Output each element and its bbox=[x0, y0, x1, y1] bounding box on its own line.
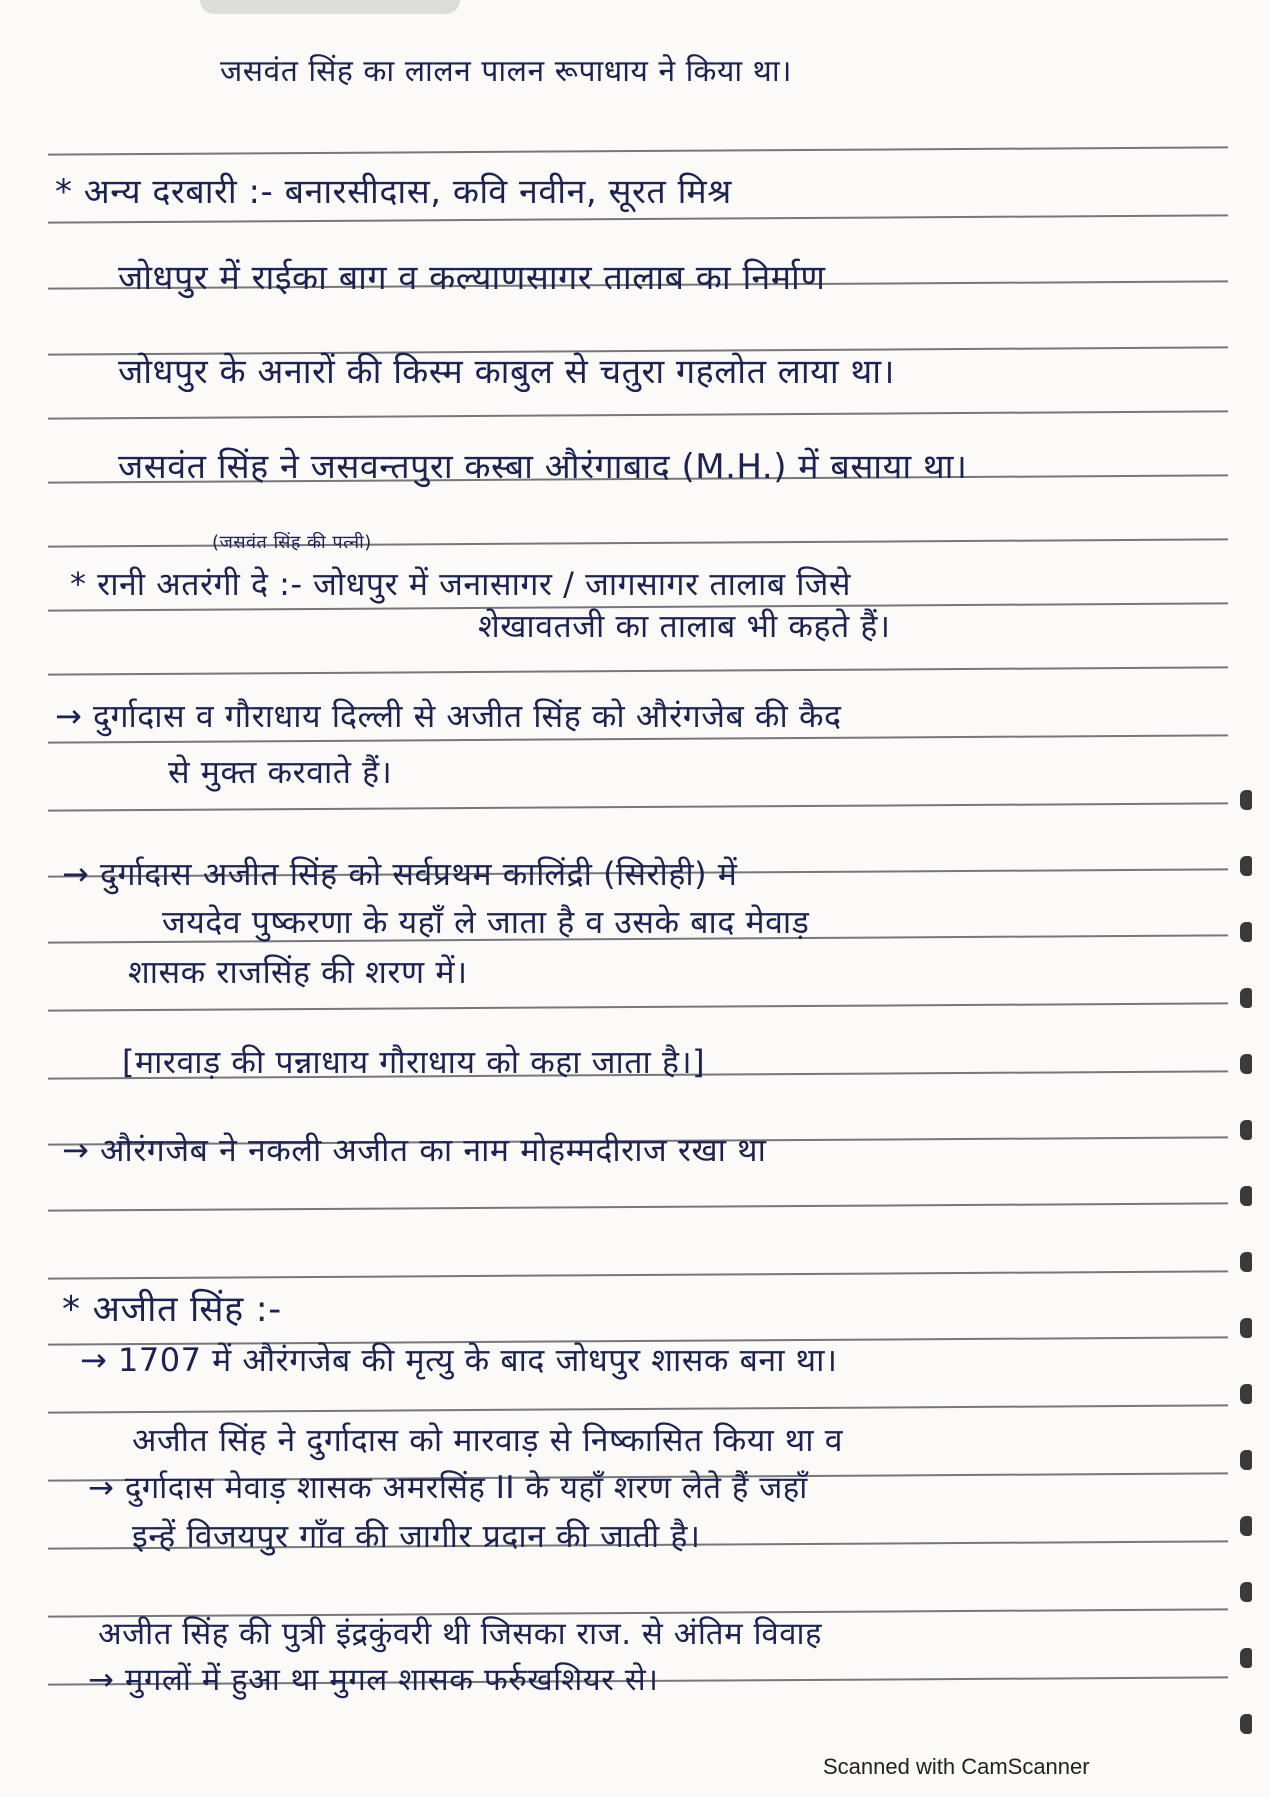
note-line-durgadas-gauradhay: → दुर्गादास व गौराधाय दिल्ली से अजीत सिंह को औरंगजेब की कैद bbox=[55, 697, 842, 735]
ruled-line bbox=[48, 666, 1228, 675]
note-line-jaidev-pushkarna: जयदेव पुष्करणा के यहाँ ले जाता है व उसके बाद मेवाड़ bbox=[162, 903, 810, 941]
note-line-indrakunwari: अजीत सिंह की पुत्री इंद्रकुंवरी थी जिसका राज. से अंतिम विवाह bbox=[98, 1616, 822, 1652]
spiral-hole bbox=[1240, 1252, 1252, 1272]
note-line-freed: से मुक्त करवाते हैं। bbox=[168, 753, 393, 791]
ruled-line bbox=[48, 1002, 1228, 1011]
note-line-other-courtiers: * अन्य दरबारी :- बनारसीदास, कवि नवीन, सूरत मिश्र bbox=[55, 172, 732, 212]
spiral-hole bbox=[1240, 1318, 1252, 1338]
note-line-rajsingh: शासक राजसिंह की शरण में। bbox=[128, 953, 468, 991]
ruled-line bbox=[48, 146, 1228, 155]
ruled-line bbox=[48, 410, 1228, 419]
note-line-jaswantpura: जसवंत सिंह ने जसवन्तपुरा कस्बा औरंगाबाद (M.H.) में बसाया था। bbox=[118, 447, 968, 487]
spiral-hole bbox=[1240, 1648, 1252, 1668]
spiral-hole bbox=[1240, 1054, 1252, 1074]
note-line-pannadhay: [मारवाड़ की पन्नाधाय गौराधाय को कहा जाता है।] bbox=[122, 1043, 706, 1081]
scanner-watermark: Scanned with CamScanner bbox=[823, 1754, 1090, 1779]
note-line-kalindri: → दुर्गादास अजीत सिंह को सर्वप्रथम कालिंद्री (सिरोही) में bbox=[62, 855, 738, 893]
spiral-hole bbox=[1240, 1582, 1252, 1602]
top-smudge bbox=[200, 0, 460, 14]
spiral-hole bbox=[1240, 922, 1252, 942]
note-line-heading: जसवंत सिंह का लालन पालन रूपाधाय ने किया था। bbox=[220, 54, 792, 89]
ruled-line bbox=[48, 1404, 1228, 1413]
note-line-rani-atarangi: * रानी अतरंगी दे :- जोधपुर में जनासागर / जागसागर तालाब जिसे bbox=[70, 565, 851, 603]
note-line-ajit-singh-heading: * अजीत सिंह :- bbox=[62, 1289, 282, 1330]
spiral-hole bbox=[1240, 790, 1252, 810]
ruled-line bbox=[48, 1270, 1228, 1279]
spiral-hole bbox=[1240, 1450, 1252, 1470]
ruled-line bbox=[48, 1202, 1228, 1211]
spiral-hole bbox=[1240, 1120, 1252, 1140]
spiral-hole bbox=[1240, 988, 1252, 1008]
ruled-line bbox=[48, 214, 1228, 223]
note-line-1707: → 1707 में औरंगजेब की मृत्यु के बाद जोधपुर शासक बना था। bbox=[80, 1341, 838, 1379]
spiral-hole bbox=[1240, 1714, 1252, 1734]
ruled-line bbox=[48, 802, 1228, 811]
note-line-fake-ajit: → औरंगजेब ने नकली अजीत का नाम मोहम्मदीराज रखा था bbox=[62, 1131, 767, 1169]
note-line-farrukhsiyar: → मुगलों में हुआ था मुगल शासक फर्रुखशियर से। bbox=[88, 1662, 659, 1698]
note-line-shekhawatji-talab: शेखावतजी का तालाब भी कहते हैं। bbox=[478, 607, 891, 645]
note-line-banished: अजीत सिंह ने दुर्गादास को मारवाड़ से निष्कासित किया था व bbox=[132, 1421, 843, 1459]
spiral-hole bbox=[1240, 1516, 1252, 1536]
spiral-hole bbox=[1240, 1186, 1252, 1206]
spiral-hole bbox=[1240, 1384, 1252, 1404]
note-line-amarsingh: → दुर्गादास मेवाड़ शासक अमरसिंह II के यहाँ शरण लेते हैं जहाँ bbox=[88, 1470, 808, 1506]
spiral-hole bbox=[1240, 856, 1252, 876]
note-line-vijaypur: इन्हें विजयपुर गाँव की जागीर प्रदान की जाती है। bbox=[132, 1517, 701, 1555]
note-line-pomegranates: जोधपुर के अनारों की किस्म काबुल से चतुरा गहलोत लाया था। bbox=[118, 352, 895, 392]
note-line-raika-bagh: जोधपुर में राईका बाग व कल्याणसागर तालाब का निर्माण bbox=[118, 258, 826, 298]
note-line-wife-annotation: (जसवंत सिंह की पत्नी) bbox=[212, 532, 372, 553]
